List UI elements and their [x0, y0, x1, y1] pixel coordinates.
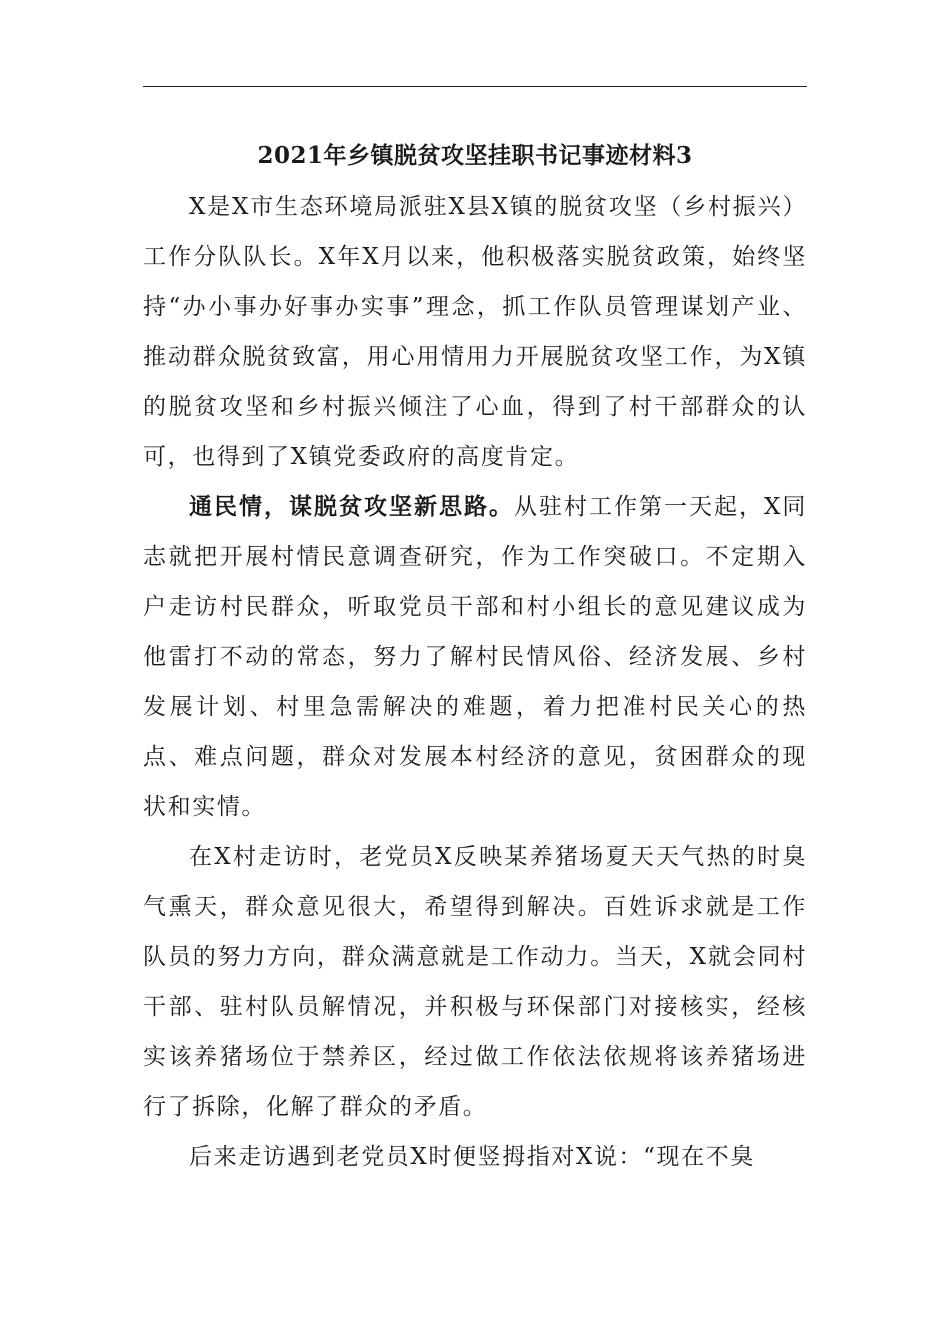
- paragraph-3: [143, 832, 807, 1132]
- paragraph-2: [143, 482, 807, 832]
- paragraph-1: [143, 182, 807, 482]
- document-title: 2021年乡镇脱贫攻坚挂职书记事迹材料3: [257, 142, 693, 169]
- paragraph-text: X是X市生态环境局派驻X县X镇的脱贫攻坚（乡村振兴）工作分队队长。X年X月以来，他积极落实脱贫政策，始终坚持“办小事办好事办实事”理念，抓工作队员管理谋划产业、推动群众脱贫致富，用心用情用力开展脱贫攻坚工作，为X镇的脱贫攻坚和乡村振兴倾注了心血，得到了村干部群众的认可，也得到了X镇党委政府的高度肯定。: [143, 194, 807, 470]
- document-body: [143, 182, 807, 1182]
- header-rule: [143, 86, 807, 87]
- paragraph-4: [143, 1132, 807, 1182]
- paragraph-lead-heading: 通民情，谋脱贫攻坚新思路。: [189, 493, 515, 520]
- paragraph-text: 后来走访遇到老党员X时便竖拇指对X说：“现在不臭: [189, 1144, 755, 1170]
- paragraph-text: 在X村走访时，老党员X反映某养猪场夏天天气热的时臭气熏天，群众意见很大，希望得到解决。百姓诉求就是工作队员的努力方向，群众满意就是工作动力。当天，X就会同村干部、驻村队员解情况，并积极与环保部门对接核实，经核实该养猪场位于禁养区，经过做工作依法依规将该养猪场进行了拆除，化解了群众的矛盾。: [143, 844, 807, 1120]
- paragraph-text: 从驻村工作第一天起，X同志就把开展村情民意调查研究，作为工作突破口。不定期入户走访村民群众，听取党员干部和村小组长的意见建议成为他雷打不动的常态，努力了解村民情风俗、经济发展、乡村发展计划、村里急需解决的难题，着力把准村民关心的热点、难点问题，群众对发展本村经济的意见，贫困群众的现状和实情。: [143, 494, 807, 820]
